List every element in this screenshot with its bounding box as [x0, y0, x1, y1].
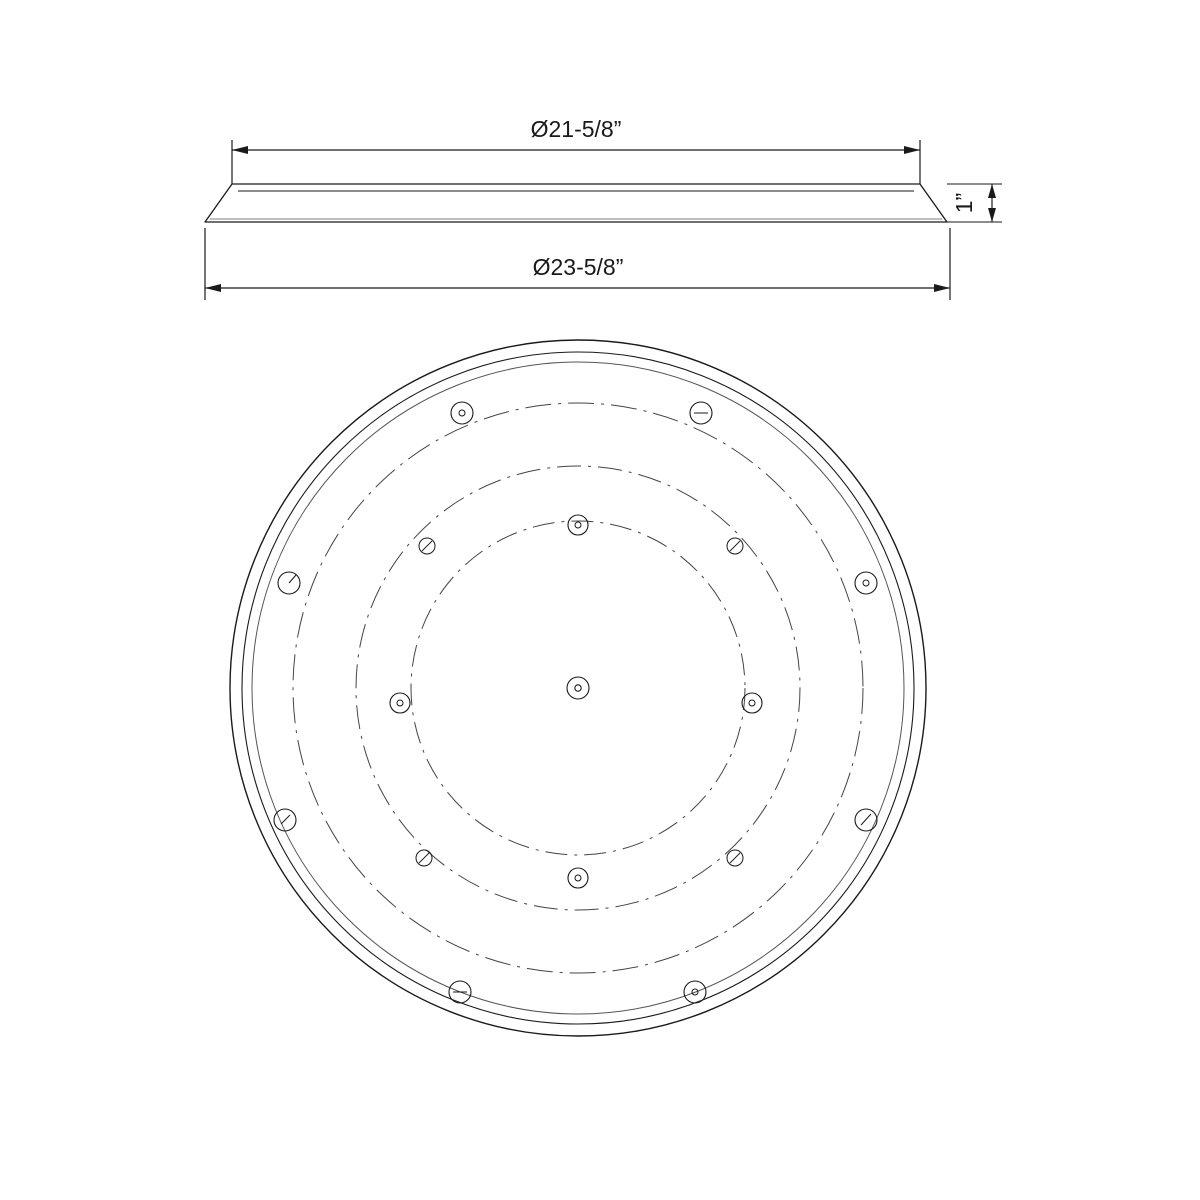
- top-diameter-dimension: [232, 116, 920, 188]
- bottom-diameter-label: Ø23-5/8”: [532, 254, 624, 280]
- arrowhead-right-icon: [904, 146, 920, 154]
- bottom-diameter-dimension: [205, 228, 950, 300]
- height-dimension: [947, 184, 1002, 222]
- side-elevation-view: [205, 184, 947, 222]
- arrowhead-up-icon: [988, 184, 996, 198]
- arrowhead-down-icon: [988, 208, 996, 222]
- arrowhead-right-icon: [934, 284, 950, 292]
- height-label: 1”: [951, 192, 977, 214]
- plan-outer-circle: [230, 340, 926, 1036]
- arrowhead-left-icon: [232, 146, 248, 154]
- top-diameter-label: Ø21-5/8”: [530, 116, 622, 142]
- plan-view: [230, 340, 926, 1036]
- side-view-body-outline: [205, 184, 947, 222]
- arrowhead-left-icon: [205, 284, 221, 292]
